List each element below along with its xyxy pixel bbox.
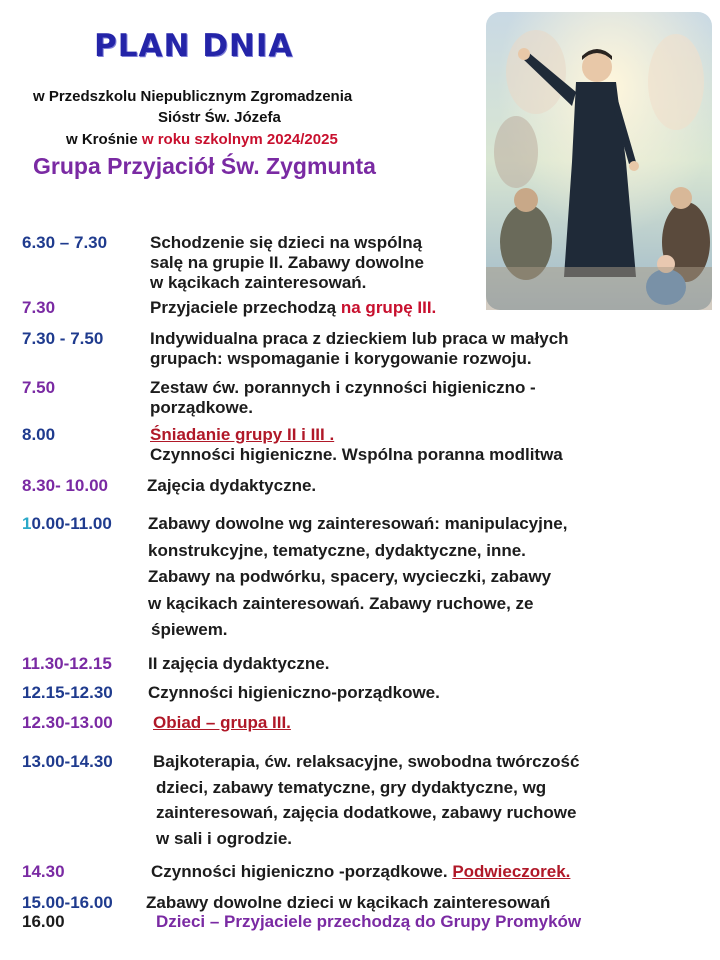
header-line-3: [66, 131, 338, 148]
schedule-highlight: Podwieczorek.: [452, 862, 571, 881]
schedule-description: Indywidualna praca z dzieckiem lub praca w małych grupach: wspomaganie i korygowanie rozwoju.: [150, 329, 569, 368]
schedule-time: 6.30 – 7.30: [22, 233, 108, 252]
schedule-description: Zabawy dowolne dzieci w kącikach zainteresowań: [146, 893, 551, 912]
schedule-time: 7.30 - 7.50: [22, 329, 104, 348]
schedule-time: 15.00-16.00: [22, 893, 113, 912]
schedule-time: 12.15-12.30: [22, 683, 113, 702]
header-line-1: w Przedszkolu Niepublicznym Zgromadzenia: [33, 88, 353, 105]
schedule-time: 12.30-13.00: [22, 713, 113, 732]
schedule-description: Bajkoterapia, ćw. relaksacyjne, swobodna twórczość dzieci, zabawy tematyczne, gry dydaktyczne, wg zainteresowań, zajęcia dodatkowe, zabawy ruchowe w sali i ogrodzie.: [153, 752, 580, 848]
schedule-description: Czynności higieniczno -porządkowe. Podwieczorek.: [151, 862, 571, 881]
schedule-description: Czynności higieniczno-porządkowe.: [148, 683, 440, 702]
schedule-time: 7.50: [22, 378, 56, 397]
schedule-description: Dzieci – Przyjaciele przechodzą do Grupy Promyków: [156, 912, 582, 931]
header-location: w Krośnie: [66, 131, 138, 148]
schedule-time: 8.30- 10.00: [22, 476, 109, 495]
schedule-description: Przyjaciele przechodzą na grupę III.: [150, 298, 437, 317]
schedule-highlight: na grupę III.: [340, 298, 437, 317]
page-title: PLAN DNIA: [94, 28, 294, 64]
schedule-description: Zestaw ćw. porannych i czynności higieniczno - porządkowe.: [150, 378, 536, 417]
schedule-time: 7.30: [22, 298, 56, 317]
schedule-time: 10.00-11.00: [22, 514, 112, 533]
schedule-description: II zajęcia dydaktyczne.: [148, 654, 330, 673]
schedule-time: 8.00: [22, 425, 56, 444]
schedule-time: 16.00: [22, 912, 65, 931]
schedule-description: Śniadanie grupy II i III . Czynności higieniczne. Wspólna poranna modlitwa: [150, 425, 563, 464]
header-school-year: w roku szkolnym 2024/2025: [137, 131, 338, 148]
group-name: Grupa Przyjaciół Św. Zygmunta: [33, 153, 376, 179]
schedule-description: Zabawy dowolne wg zainteresowań: manipulacyjne, konstrukcyjne, tematyczne, dydaktyczne, inne. Zabawy na podwórku, spacery, wycieczki, zabawy w kącikach zainteresowań. Zabawy ruchowe, ze śpiewem.: [148, 514, 568, 639]
schedule-description: Zajęcia dydaktyczne.: [147, 476, 317, 495]
schedule-highlight: Obiad – grupa III.: [153, 713, 291, 732]
header-line-2: Sióstr Św. Józefa: [158, 109, 281, 126]
schedule-time: 14.30: [22, 862, 65, 881]
schedule-highlight: Śniadanie grupy II i III .: [150, 425, 335, 444]
schedule-time: 13.00-14.30: [22, 752, 113, 771]
saint-painting: [486, 12, 712, 310]
schedule-description: Schodzenie się dzieci na wspólną salę na grupie II. Zabawy dowolne w kącikach zainteresowań.: [150, 233, 424, 292]
schedule-time: 11.30-12.15: [22, 654, 112, 673]
